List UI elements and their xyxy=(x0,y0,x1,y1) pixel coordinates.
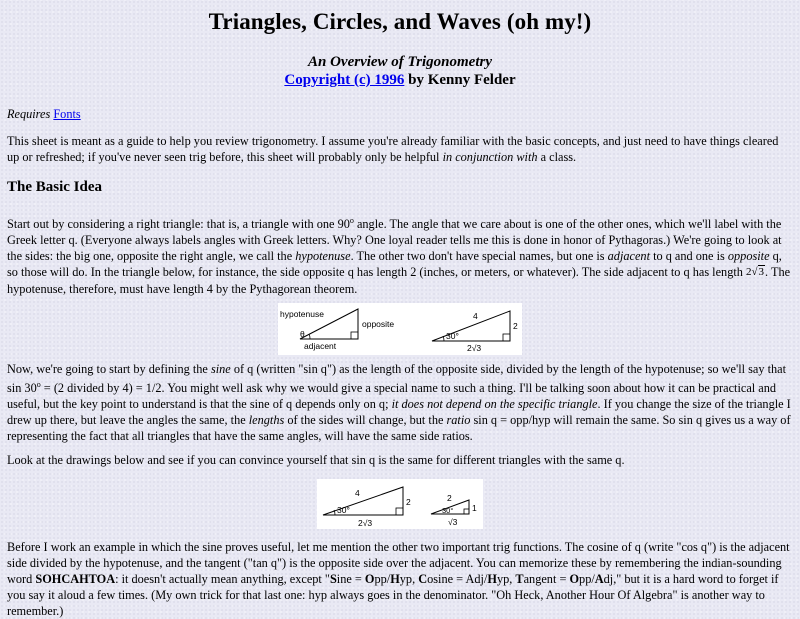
sohcahtoa-paragraph xyxy=(7,539,793,619)
term-opposite: opposite xyxy=(727,249,770,264)
requires-prefix: Requires xyxy=(7,107,54,121)
degree-sup: o xyxy=(36,380,41,390)
sine-paragraph xyxy=(7,361,793,444)
sqrt-expression: 2√3 xyxy=(745,266,765,279)
text: ine = xyxy=(336,572,365,587)
label-opposite: opposite xyxy=(362,319,395,330)
page-title: Triangles, Circles, and Waves (oh my!) xyxy=(208,9,592,34)
copyright-link[interactable]: Copyright (c) 1996 xyxy=(284,72,405,88)
text: to q and one is xyxy=(650,249,728,264)
text: angent = xyxy=(523,572,570,587)
text: . The hypotenuse, therefore, must have length 4 by the Pythagorean theorem. xyxy=(7,265,791,297)
text: = (2 divided by 4) = 1/2. You might well ask why we would give a special name to such a thing. I'll be talking soon about how it can be practical and useful, but the key point to understand is that the sine of q depends only on q; xyxy=(7,381,777,412)
triangles-figure-1 xyxy=(278,303,522,355)
intro-text-end: a class. xyxy=(537,150,577,164)
term-lengths: lengths xyxy=(248,413,285,428)
text: of q (written "sin q") as the length of the opposite side, divided by the length of the hypotenuse; so we'll say that sin 30 xyxy=(7,362,787,396)
label-hypotenuse: hypotenuse xyxy=(280,309,324,320)
text: angle. The angle that we care about is one of the other ones, which we'll label with the Greek letter q. (Everyone always labels angles with Greek letters. Why? One loyal reader tells me this is done in honor of Pythagoras.) We're going to look at the sides: the big one, opposite the right angle, we call the xyxy=(7,217,782,264)
text: yp, xyxy=(399,572,419,587)
text: dj," but it is a hard word to forget if you say it aloud a few times. (My own trick for that last one: hyp always goes in the denominator. "Oh Heck, Another Hour Of Algebra" is another way to remember.) xyxy=(7,572,779,619)
label-opp-1: 1 xyxy=(472,503,477,514)
triangles-figure-2 xyxy=(317,479,483,529)
label-opp-2: 2 xyxy=(513,321,518,332)
text: sin q = opp/hyp will remain the same. So sin q gives us a way of representing the fact that all triangles that have the same angles, will have the same side ratios. xyxy=(7,413,791,444)
label-adj-2root3: 2√3 xyxy=(467,343,482,354)
text: pp/ xyxy=(579,572,595,587)
emphasis: it does not depend on the specific triangle xyxy=(391,397,598,412)
look-paragraph: Look at the drawings below and see if you can convince yourself that sin q is the same for different triangles with the same q. xyxy=(7,453,625,468)
text: . If you change the size of the triangle I drew up there, but leave the angles the same, the xyxy=(7,397,791,428)
text: osine = Adj/ xyxy=(427,572,488,587)
text: Now, we're going to start by defining the xyxy=(7,362,211,377)
term-hypotenuse: hypotenuse xyxy=(295,249,351,264)
label-adj-root3: √3 xyxy=(448,517,458,528)
intro-paragraph xyxy=(7,133,793,165)
sohcahtoa-word: SOHCAHTOA xyxy=(35,572,116,587)
intro-text: This sheet is meant as a guide to help you review trigonometry. I assume you're already familiar with the basic concepts, and just need to have things cleared up or refreshed; if you've never seen trig before, this sheet will probably only be helpful xyxy=(7,134,779,164)
label-angle-30: 30° xyxy=(337,505,350,516)
label-adj-2root3: 2√3 xyxy=(358,518,373,529)
bold-letter: S xyxy=(329,572,337,587)
label-hyp-2: 2 xyxy=(447,493,452,504)
text: yp, xyxy=(496,572,516,587)
section-heading: The Basic Idea xyxy=(7,179,103,195)
page-subtitle: An Overview of Trigonometry xyxy=(307,54,492,70)
label-hyp-4: 4 xyxy=(355,488,360,499)
text: Before I work an example in which the sine proves useful, let me mention the other two important trig functions. The cosine of q (write "cos q") is the adjacent side divided by the hypotenuse, and the tangent ("tan q") is the opposite side over the adjacent. You can memorize these by remembering the indian-sounding word xyxy=(7,540,790,587)
text: Start out by considering a right triangle: that is, a triangle with one 90 xyxy=(7,217,350,232)
author-text: by Kenny Felder xyxy=(404,72,516,88)
bold-letter: H xyxy=(390,572,400,587)
text: pp/ xyxy=(374,572,391,587)
text: of the sides will change, but the xyxy=(284,413,447,428)
sqrt-coef: 2 xyxy=(745,266,752,279)
term-adjacent: adjacent xyxy=(607,249,650,264)
copyright-line xyxy=(7,71,793,89)
basic-idea-paragraph xyxy=(7,213,793,297)
requires-line xyxy=(7,106,793,122)
fonts-link[interactable]: Fonts xyxy=(53,107,81,121)
text: : it doesn't actually mean anything, except " xyxy=(115,572,330,587)
text: q, so those will do. In the triangle below, for instance, the side opposite q has length 2 (inches, or meters, or whatever). The side adjacent to q has length xyxy=(7,249,782,280)
bold-letter: H xyxy=(487,572,497,587)
bold-letter: A xyxy=(594,572,604,587)
degree-sup: o xyxy=(349,216,354,225)
label-opp-2: 2 xyxy=(406,497,411,508)
label-theta: θ xyxy=(300,329,305,340)
label-angle-30: 30° xyxy=(446,331,459,342)
text: . The other two don't have special names, but one is xyxy=(350,249,608,264)
bold-letter: O xyxy=(364,572,375,587)
term-sine: sine xyxy=(210,362,231,377)
intro-emphasis: in conjunction with xyxy=(442,150,538,164)
label-angle-30: 30° xyxy=(442,506,454,516)
bold-letter: T xyxy=(515,572,524,587)
sqrt-radicand: 3 xyxy=(758,266,765,279)
label-adjacent: adjacent xyxy=(304,341,337,352)
label-hyp-4: 4 xyxy=(473,311,478,322)
term-ratio: ratio xyxy=(446,413,471,428)
bold-letter: C xyxy=(418,572,428,587)
bold-letter: O xyxy=(569,572,580,587)
